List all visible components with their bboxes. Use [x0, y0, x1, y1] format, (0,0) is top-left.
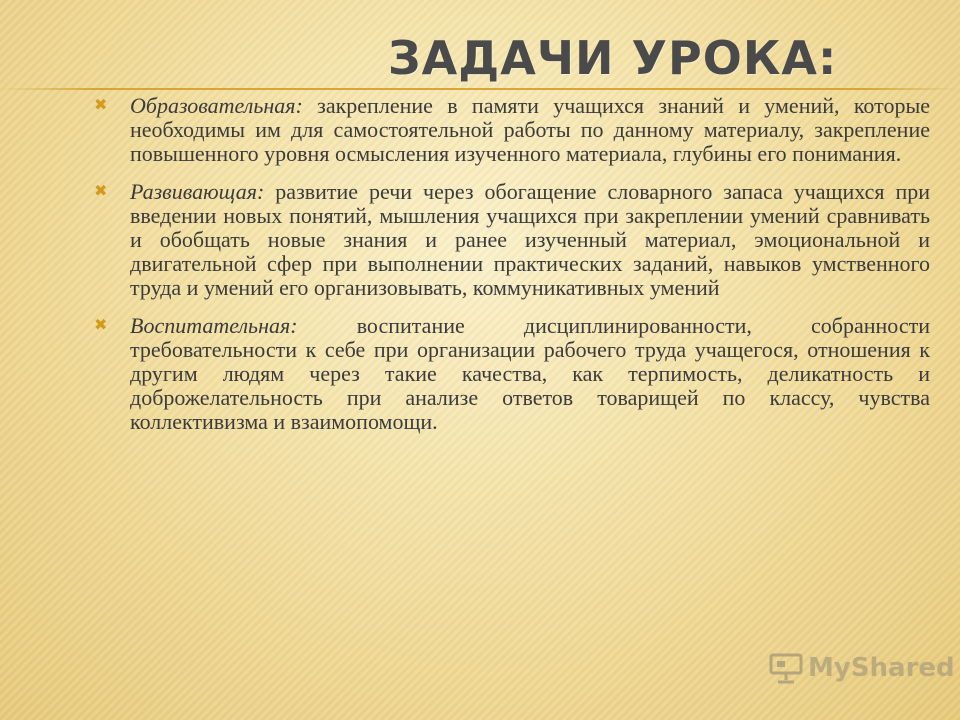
item-text: развитие речи через обогащение словарного запаса учащихся при введении новых понятий, мышления учащихся при закреплении умений сравнивать и обобщать новые знания и ранее изученный материал, эмоциональной и двигательной сфер при выполнении практических заданий, навыков умственного труда и умений его организовывать, коммуникативных умений	[130, 179, 930, 300]
item-text: воспитание дисциплинированности, собранности требовательности к себе при организации рабочего труда учащегося, отношения к другим людям через такие качества, как терпимость, деликатность и доброжелательность при анализе ответов товарищей по классу, чувства коллективизма и взаимопомощи.	[130, 313, 930, 434]
watermark-text: MyShared	[808, 653, 955, 683]
cross-bullet-icon: ✖	[94, 315, 108, 334]
title-divider	[0, 88, 960, 90]
presentation-board-icon	[768, 652, 804, 684]
item-lead: Воспитательная:	[130, 313, 298, 338]
list-item	[90, 180, 930, 300]
task-list	[90, 94, 930, 448]
list-item	[90, 94, 930, 166]
watermark-logo	[768, 652, 955, 684]
item-lead: Образовательная:	[130, 93, 303, 118]
slide-title: ЗАДАЧИ УРОКА:	[388, 31, 838, 85]
item-paragraph	[130, 180, 930, 300]
item-paragraph	[130, 314, 930, 434]
cross-bullet-icon: ✖	[94, 181, 108, 200]
list-item	[90, 314, 930, 434]
cross-bullet-icon: ✖	[94, 95, 108, 114]
item-lead: Развивающая:	[130, 179, 265, 204]
item-text: закрепление в памяти учащихся знаний и умений, которые необходимы им для самостоятельной работы по данному материалу, закрепление повышенного уровня осмысления изученного материала, глубины его понимания.	[130, 93, 930, 166]
item-paragraph	[130, 94, 930, 166]
slide-title-area	[388, 30, 837, 86]
